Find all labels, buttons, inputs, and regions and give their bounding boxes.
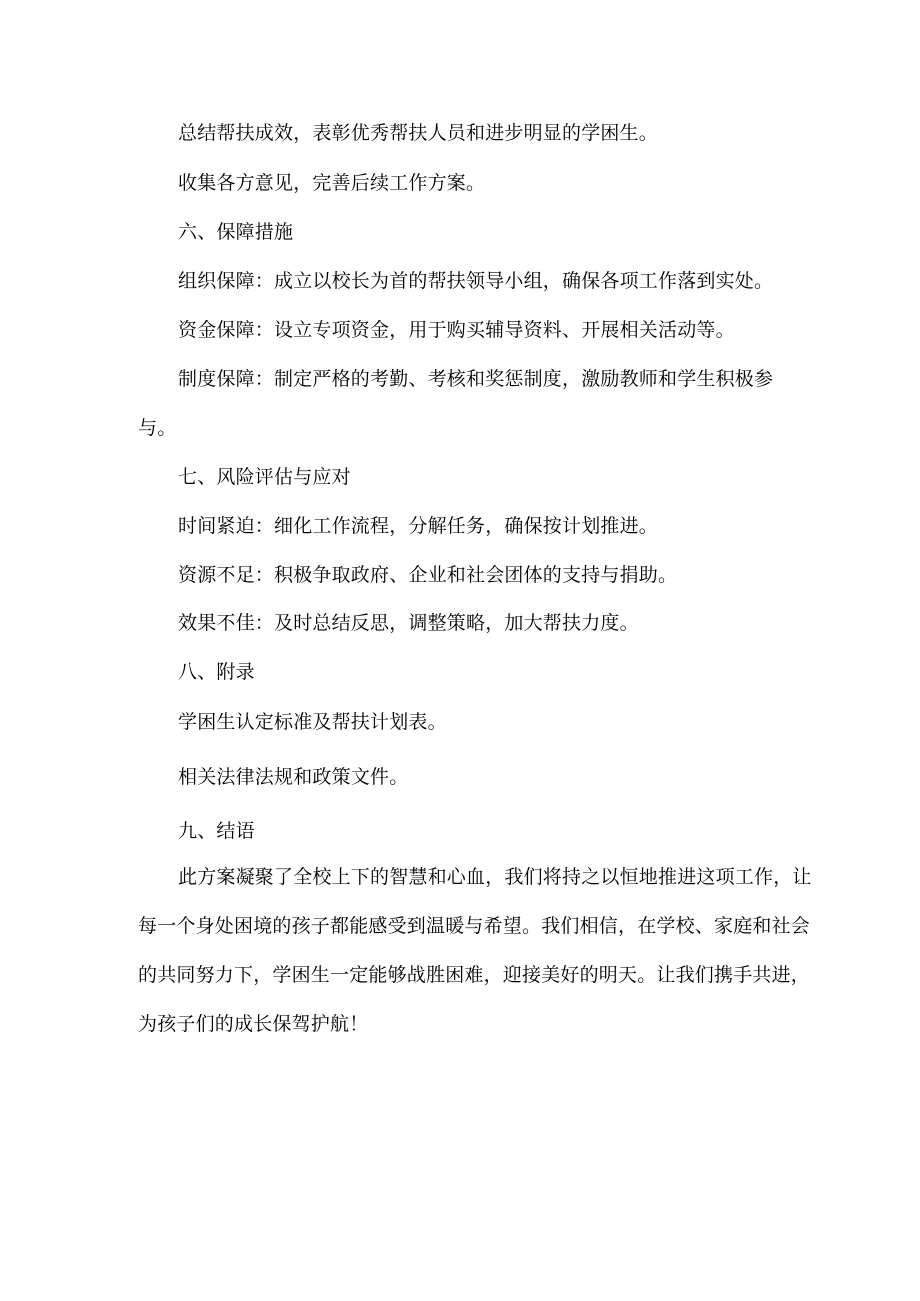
section-heading-7: 七、风险评估与应对 xyxy=(178,466,351,488)
paragraph-collect-opinions: 收集各方意见，完善后续工作方案。 xyxy=(178,172,486,194)
paragraph-system-guarantee: 制度保障：制定严格的考勤、考核和奖惩制度，激励教师和学生积极参 xyxy=(178,368,774,390)
paragraph-conclusion-line-2: 每一个身处困境的孩子都能感受到温暖与希望。我们相信，在学校、家庭和社会 xyxy=(138,915,811,937)
section-heading-8: 八、附录 xyxy=(178,661,255,683)
section-heading-9: 九、结语 xyxy=(178,820,255,842)
paragraph-conclusion-line-4: 为孩子们的成长保驾护航！ xyxy=(138,1013,369,1035)
paragraph-system-guarantee-cont: 与。 xyxy=(138,417,177,439)
paragraph-insufficient-resources: 资源不足：积极争取政府、企业和社会团体的支持与捐助。 xyxy=(178,564,678,586)
paragraph-poor-results: 效果不佳：及时总结反思，调整策略，加大帮扶力度。 xyxy=(178,612,639,634)
paragraph-conclusion-line-3: 的共同努力下，学困生一定能够战胜困难，迎接美好的明天。让我们携手共进， xyxy=(138,964,811,986)
paragraph-appendix-laws: 相关法律法规和政策文件。 xyxy=(178,766,409,788)
paragraph-conclusion-line-1: 此方案凝聚了全校上下的智慧和心血，我们将持之以恒地推进这项工作，让 xyxy=(178,866,812,888)
paragraph-time-pressure: 时间紧迫：细化工作流程，分解任务，确保按计划推进。 xyxy=(178,515,659,537)
paragraph-summary-results: 总结帮扶成效，表彰优秀帮扶人员和进步明显的学困生。 xyxy=(178,122,659,144)
paragraph-organization-guarantee: 组织保障：成立以校长为首的帮扶领导小组，确保各项工作落到实处。 xyxy=(178,270,774,292)
section-heading-6: 六、保障措施 xyxy=(178,221,294,243)
paragraph-fund-guarantee: 资金保障：设立专项资金，用于购买辅导资料、开展相关活动等。 xyxy=(178,319,735,341)
paragraph-appendix-standards: 学困生认定标准及帮扶计划表。 xyxy=(178,711,447,733)
